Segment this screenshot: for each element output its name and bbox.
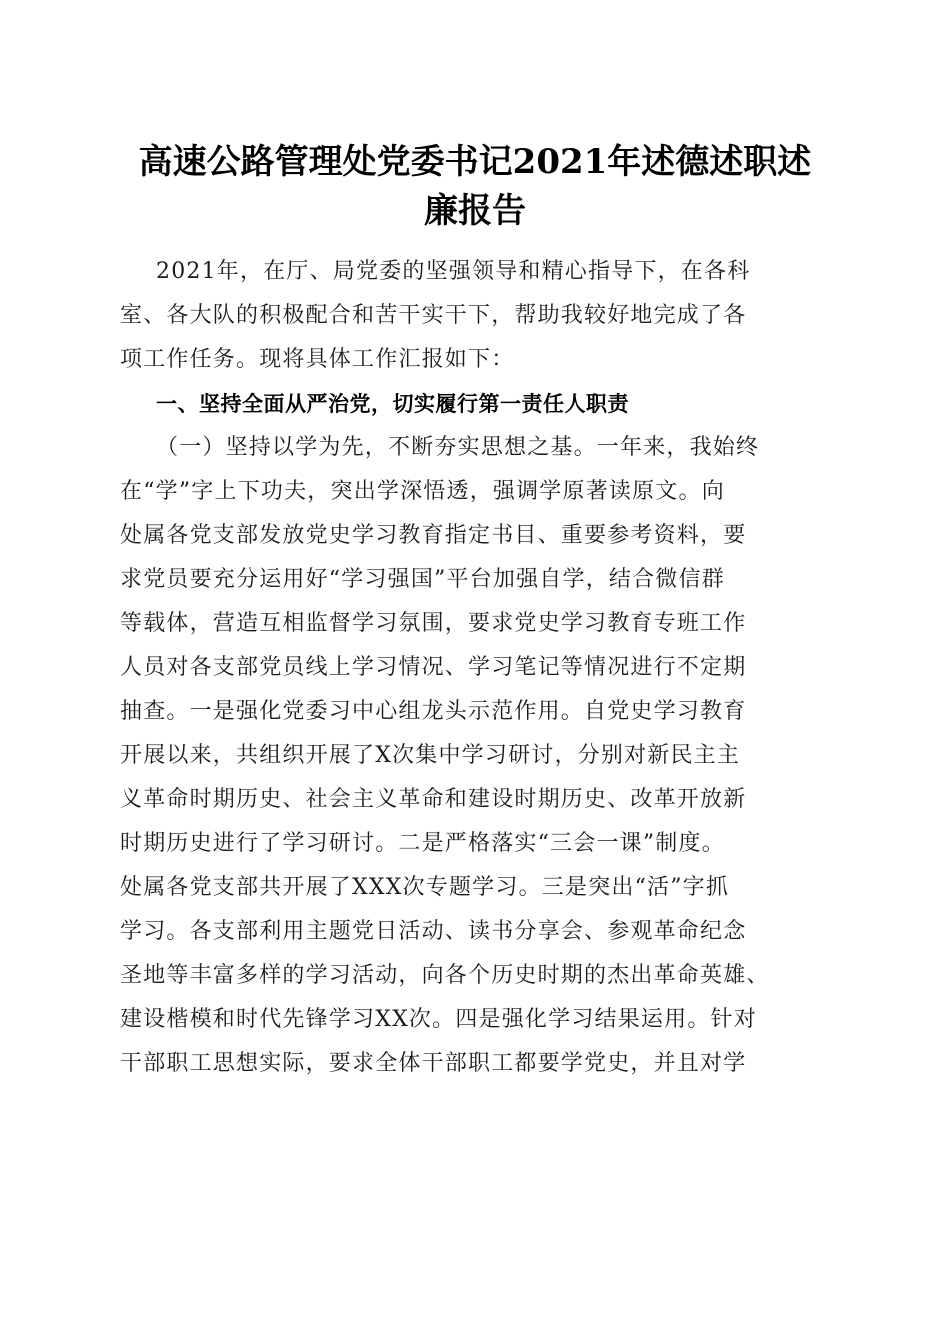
body-line-5: 等载体，营造互相监督学习氛围，要求党史学习教育专班工作 [120, 611, 747, 636]
body-line-15: 干部职工思想实际，要求全体干部职工都要学党史，并且对学 [120, 1051, 747, 1076]
document-body [120, 250, 830, 1086]
body-line-11: 处属各党支部共开展了XXX次专题学习。三是突出“活”字抓 [120, 875, 730, 900]
section-1-heading: 一、坚持全面从严治党，切实履行第一责任人职责 [156, 392, 629, 416]
intro-line-1: 2021年，在厅、局党委的坚强领导和精心指导下，在各科 [156, 259, 751, 284]
body-line-3: 处属各党支部发放党史学习教育指定书目、重要参考资料，要 [120, 523, 747, 548]
body-line-4: 求党员要充分运用好“学习强国”平台加强自学，结合微信群 [120, 567, 725, 592]
intro-line-2: 室、各大队的积极配合和苦干实干下，帮助我较好地完成了各 [120, 303, 747, 328]
title-line-1: 高速公路管理处党委书记2021年述德述职述 [138, 142, 812, 182]
document-title [100, 138, 850, 236]
body-line-1: （一）坚持以学为先，不断夯实思想之基。一年来，我始终 [156, 435, 760, 460]
intro-line-3: 项工作任务。现将具体工作汇报如下： [120, 347, 515, 372]
body-line-7: 抽查。一是强化党委习中心组龙头示范作用。自党史学习教育 [120, 699, 747, 724]
body-line-8: 开展以来，共组织开展了X次集中学习研讨，分别对新民主主 [120, 743, 741, 768]
body-line-2: 在“学”字上下功夫，突出学深悟透，强调学原著读原文。向 [120, 479, 725, 504]
body-line-9: 义革命时期历史、社会主义革命和建设时期历史、改革开放新 [120, 787, 747, 812]
body-line-13: 圣地等丰富多样的学习活动，向各个历史时期的杰出革命英雄、 [120, 963, 770, 988]
body-line-12: 学习。各支部利用主题党日活动、读书分享会、参观革命纪念 [120, 919, 747, 944]
body-line-6: 人员对各支部党员线上学习情况、学习笔记等情况进行不定期 [120, 655, 747, 680]
body-line-10: 时期历史进行了学习研讨。二是严格落实“三会一课”制度。 [120, 831, 725, 856]
body-line-14: 建设楷模和时代先锋学习XX次。四是强化学习结果运用。针对 [120, 1007, 757, 1032]
title-line-2: 廉报告 [424, 191, 526, 231]
